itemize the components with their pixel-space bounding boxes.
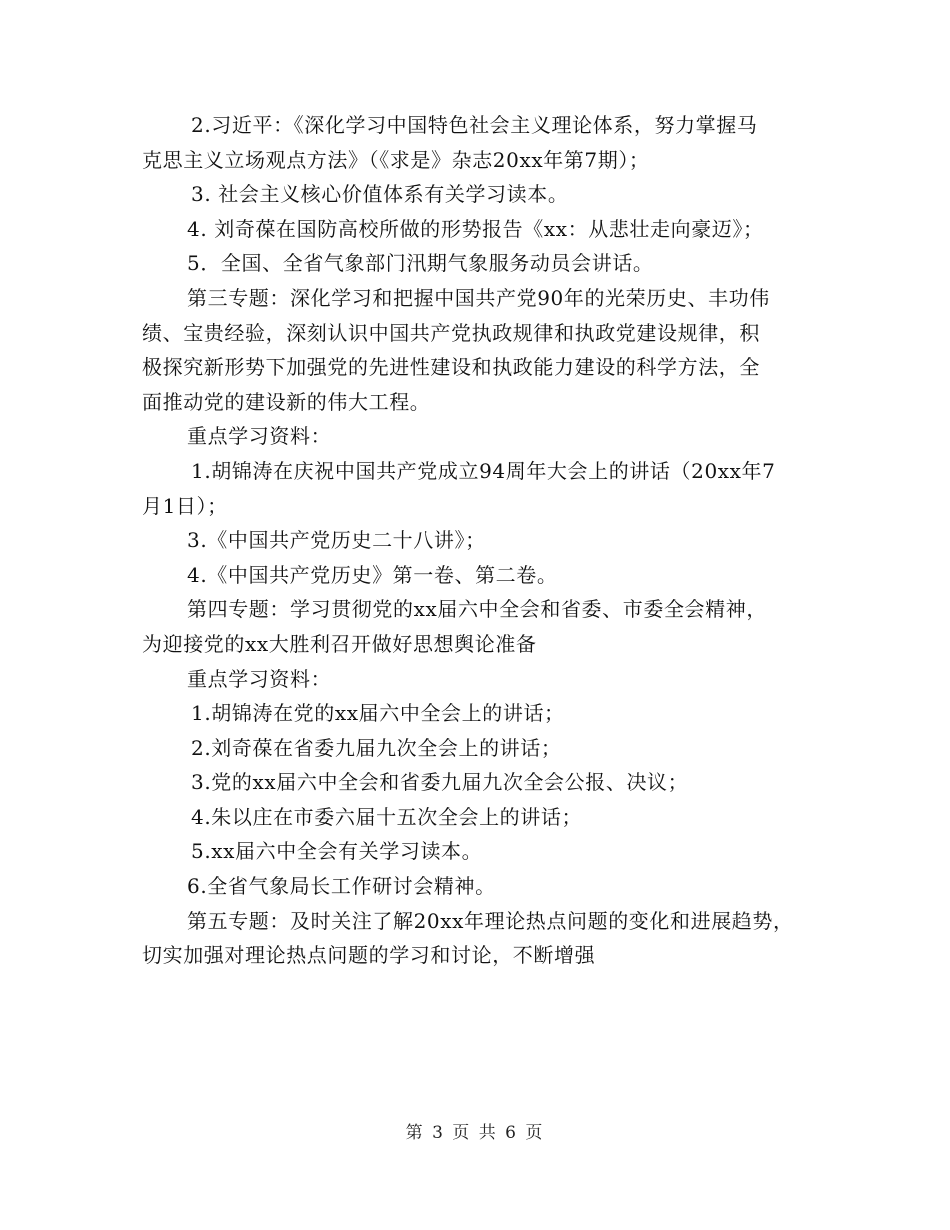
text-line: 1.胡锦涛在党的xx届六中全会上的讲话； xyxy=(191,701,565,726)
text-line: 6.全省气象局长工作研讨会精神。 xyxy=(187,874,496,899)
section-heading-4: 第四专题：学习贯彻党的xx届六中全会和省委、市委全会精神， xyxy=(187,597,767,622)
text-line: 5.xx届六中全会有关学习读本。 xyxy=(191,839,483,864)
text-line: 4. 刘奇葆在国防高校所做的形势报告《xx：从悲壮走向豪迈》； xyxy=(187,216,764,241)
text-line: 为迎接党的xx大胜利召开做好思想舆论准备 xyxy=(142,631,537,656)
text-line: 月1日）； xyxy=(142,493,228,518)
text-line: 面推动党的建设新的伟大工程。 xyxy=(142,389,431,414)
section-heading-3: 第三专题：深化学习和把握中国共产党90年的光荣历史、丰功伟 xyxy=(187,285,770,310)
text-line: 3. 社会主义核心价值体系有关学习读本。 xyxy=(191,182,569,207)
text-line: 2.习近平：《深化学习中国特色社会主义理论体系，努力掌握马 xyxy=(191,113,758,137)
text-line: 2.刘奇葆在省委九届九次全会上的讲话； xyxy=(191,735,562,760)
text-line: 3.《中国共产党历史二十八讲》； xyxy=(187,528,486,553)
page-number-footer: 第 3 页 共 6 页 xyxy=(405,1123,545,1143)
text-line: 切实加强对理论热点问题的学习和讨论，不断增强 xyxy=(142,943,596,968)
section-heading-5: 第五专题：及时关注了解20xx年理论热点问题的变化和进展趋势， xyxy=(187,908,794,933)
text-line: 4.朱以庄在市委六届十五次全会上的讲话； xyxy=(191,804,583,829)
text-line: 5．全国、全省气象部门汛期气象服务动员会讲话。 xyxy=(187,251,654,276)
materials-heading: 重点学习资料： xyxy=(187,666,332,691)
text-line: 绩、宝贵经验，深刻认识中国共产党执政规律和执政党建设规律，积 xyxy=(142,320,760,345)
text-line: 1.胡锦涛在庆祝中国共产党成立94周年大会上的讲话（20xx年7 xyxy=(191,458,776,483)
text-line: 克思主义立场观点方法》（《求是》杂志20xx年第7期）； xyxy=(142,147,650,172)
text-line: 极探究新形势下加强党的先进性建设和执政能力建设的科学方法，全 xyxy=(142,355,760,380)
materials-heading: 重点学习资料： xyxy=(187,424,332,449)
text-line: 3.党的xx届六中全会和省委九届九次全会公报、决议； xyxy=(191,770,689,795)
text-line: 4.《中国共产党历史》第一卷、第二卷。 xyxy=(187,562,558,587)
document-body xyxy=(142,108,812,973)
